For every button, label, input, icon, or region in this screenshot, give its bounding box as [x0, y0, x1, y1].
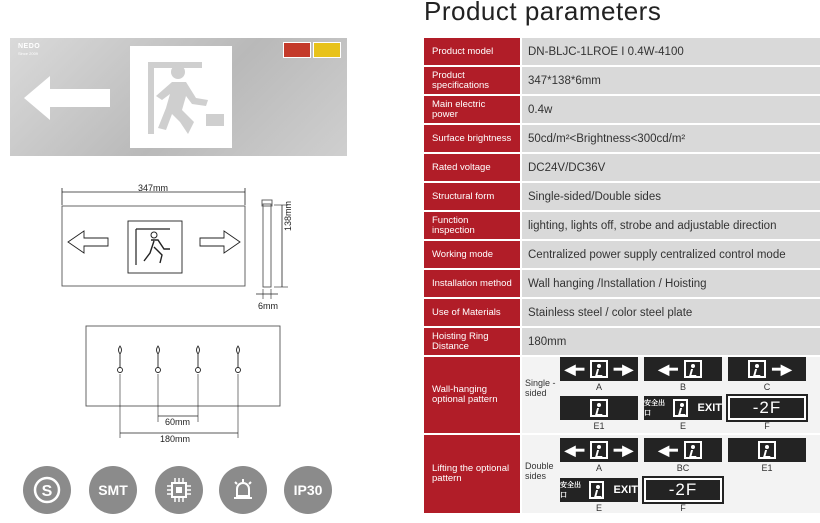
pattern-tile-bc: [644, 438, 722, 462]
param-value: DC24V/DC36V: [522, 154, 820, 181]
right-arrow-icon: ━▶: [772, 360, 792, 377]
param-value: Wall hanging /Installation / Hoisting: [522, 270, 820, 297]
pattern-tile-f: -2F: [728, 396, 806, 420]
pattern-tile-a: [560, 438, 638, 462]
table-row: [424, 67, 820, 94]
pattern-label: E: [679, 421, 686, 431]
pattern-label: B: [679, 382, 686, 392]
back-dimension-drawing: [80, 322, 310, 452]
param-value: 180mm: [522, 328, 820, 355]
exit-text: EXIT: [613, 484, 638, 496]
param-label: Product specifications: [424, 67, 520, 94]
height-dimension: 138mm: [283, 200, 293, 231]
pattern-label: E1: [761, 463, 773, 473]
pattern-label: E1: [593, 421, 605, 431]
pattern-label: E: [595, 503, 602, 513]
param-label: Hoisting Ring Distance: [424, 328, 520, 355]
chip-icon: [155, 466, 203, 514]
param-label: Function inspection: [424, 212, 520, 239]
brand-logo: NEDO: [18, 43, 41, 50]
pattern-label: A: [595, 463, 602, 473]
double-sides-caption: Double sides: [525, 461, 554, 481]
inner-ring-dimension: 60mm: [165, 417, 191, 427]
wall-hanging-label: Wall-hanging optional pattern: [424, 357, 520, 433]
running-man-icon: [684, 360, 702, 378]
running-man-icon: [748, 360, 766, 378]
s-mark-icon: [23, 466, 71, 514]
table-row: [424, 270, 820, 297]
param-label: Structural form: [424, 183, 520, 210]
certification-badge: [283, 42, 311, 58]
pattern-tile-e: [560, 478, 638, 502]
table-row: [424, 183, 820, 210]
param-label: Installation method: [424, 270, 520, 297]
smt-icon: SMT: [89, 466, 137, 514]
page-title: Product parameters: [424, 0, 662, 26]
front-dimension-drawing: [50, 175, 380, 315]
param-label: Surface brightness: [424, 125, 520, 152]
param-label: Rated voltage: [424, 154, 520, 181]
table-row: [424, 125, 820, 152]
pattern-label: C: [763, 382, 771, 392]
running-man-icon: [590, 399, 608, 417]
table-row: [424, 38, 820, 65]
param-value: Stainless steel / color steel plate: [522, 299, 820, 326]
width-dimension: 347mm: [138, 183, 169, 193]
pattern-tile-c: [728, 357, 806, 381]
svg-text:S: S: [41, 483, 53, 500]
left-arrow-icon: ◀━: [564, 360, 584, 377]
safety-exit-text: 安全出口: [560, 482, 581, 499]
param-label: Main electric power: [424, 96, 520, 123]
left-arrow-icon: ◀━: [564, 441, 584, 458]
left-arrow-icon: ◀━: [658, 441, 678, 458]
safety-exit-text: 安全出口: [644, 400, 665, 417]
running-man-icon: [673, 399, 688, 417]
param-value: DN-BLJC-1LROE I 0.4W-4100: [522, 38, 820, 65]
pattern-tile-e: [644, 396, 722, 420]
product-photo: [10, 38, 347, 156]
running-man-icon: [589, 481, 604, 499]
param-label: Product model: [424, 38, 520, 65]
quality-badge: [313, 42, 341, 58]
table-row: [424, 241, 820, 268]
ip30-icon: IP30: [284, 466, 332, 514]
depth-dimension: 6mm: [258, 301, 278, 311]
lifting-label: Lifting the optional pattern: [424, 435, 520, 513]
running-man-icon: [590, 360, 608, 378]
table-row: [424, 328, 820, 355]
pattern-label: F: [764, 421, 770, 431]
pattern-tile-e1: [728, 438, 806, 462]
param-value: Single-sided/Double sides: [522, 183, 820, 210]
brand-tagline: Since 2009: [18, 51, 39, 56]
pattern-tile-a: [560, 357, 638, 381]
running-man-icon: [684, 441, 702, 459]
param-label: Working mode: [424, 241, 520, 268]
param-label: Use of Materials: [424, 299, 520, 326]
pattern-label: BC: [676, 463, 690, 473]
pattern-tile-b: [644, 357, 722, 381]
pattern-tile-e1: [560, 396, 638, 420]
table-row: [424, 154, 820, 181]
param-value: 50cd/m²<Brightness<300cd/m²: [522, 125, 820, 152]
exit-text: EXIT: [697, 402, 722, 414]
left-arrow-icon: ◀━: [658, 360, 678, 377]
pattern-label: F: [680, 503, 686, 513]
param-value: Centralized power supply centralized control mode: [522, 241, 820, 268]
param-value: lighting, lights off, strobe and adjustable direction: [522, 212, 820, 239]
table-row: [424, 299, 820, 326]
right-arrow-icon: ━▶: [614, 360, 634, 377]
pattern-label: A: [595, 382, 602, 392]
right-arrow-icon: ━▶: [614, 441, 634, 458]
running-man-icon: [590, 441, 608, 459]
alarm-bell-icon: [219, 466, 267, 514]
single-sided-caption: Single -sided: [525, 378, 556, 398]
pattern-tile-f: -2F: [644, 478, 722, 502]
running-man-icon: [758, 441, 776, 459]
table-row: [424, 96, 820, 123]
outer-ring-dimension: 180mm: [160, 434, 191, 444]
table-row: [424, 212, 820, 239]
left-arrow-icon: [24, 76, 110, 120]
param-value: 347*138*6mm: [522, 67, 820, 94]
param-value: 0.4w: [522, 96, 820, 123]
